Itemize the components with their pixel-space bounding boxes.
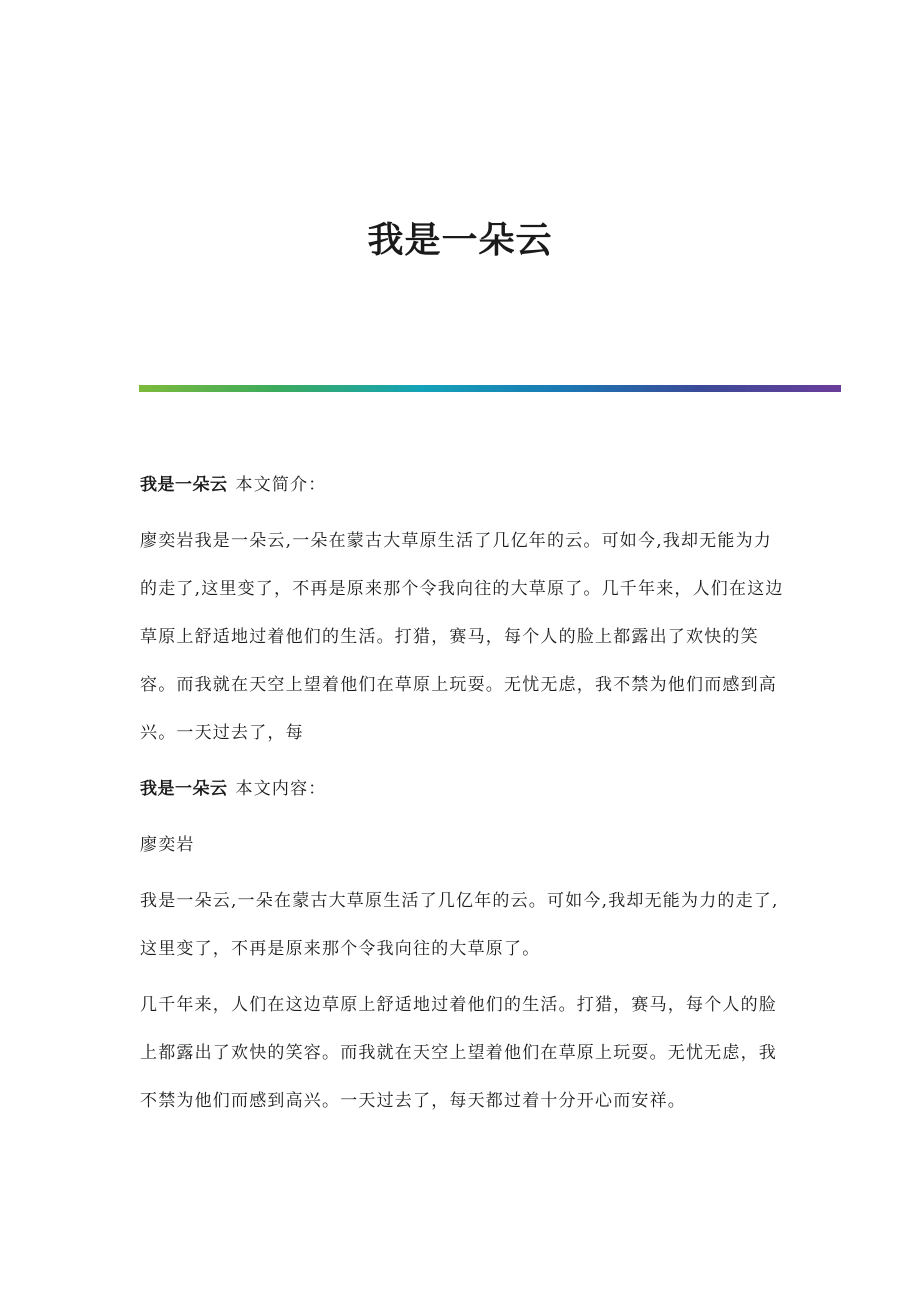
content-heading — [140, 765, 790, 813]
summary-heading-label: 本文简介： — [235, 475, 327, 495]
gradient-divider — [139, 385, 841, 392]
content-heading-label: 本文内容： — [235, 779, 327, 799]
summary-heading-title: 我是一朵云 — [140, 475, 228, 495]
page-title: 我是一朵云 — [367, 219, 553, 261]
summary-text: 廖奕岩我是一朵云,一朵在蒙古大草原生活了几亿年的云。可如今,我却无能为力的走了,这里变了，不再是原来那个令我向往的大草原了。几千年来，人们在这边草原上舒适地过着他们的生活。打猎，赛马，每个人的脸上都露出了欢快的笑容。而我就在天空上望着他们在草原上玩耍。无忧无虑，我不禁为他们而感到高兴。一天过去了，每 — [140, 531, 784, 743]
content-paragraph-1: 我是一朵云,一朵在蒙古大草原生活了几亿年的云。可如今,我却无能为力的走了,这里变了，不再是原来那个令我向往的大草原了。 — [140, 891, 779, 959]
content-heading-title: 我是一朵云 — [140, 779, 228, 799]
document-body — [140, 461, 790, 1133]
author-name: 廖奕岩 — [140, 835, 195, 855]
summary-heading — [140, 461, 790, 509]
content-paragraph-2: 几千年来，人们在这边草原上舒适地过着他们的生活。打猎，赛马，每个人的脸上都露出了欢快的笑容。而我就在天空上望着他们在草原上玩耍。无忧无虑，我不禁为他们而感到高兴。一天过去了，每天都过着十分开心而安祥。 — [140, 995, 777, 1111]
